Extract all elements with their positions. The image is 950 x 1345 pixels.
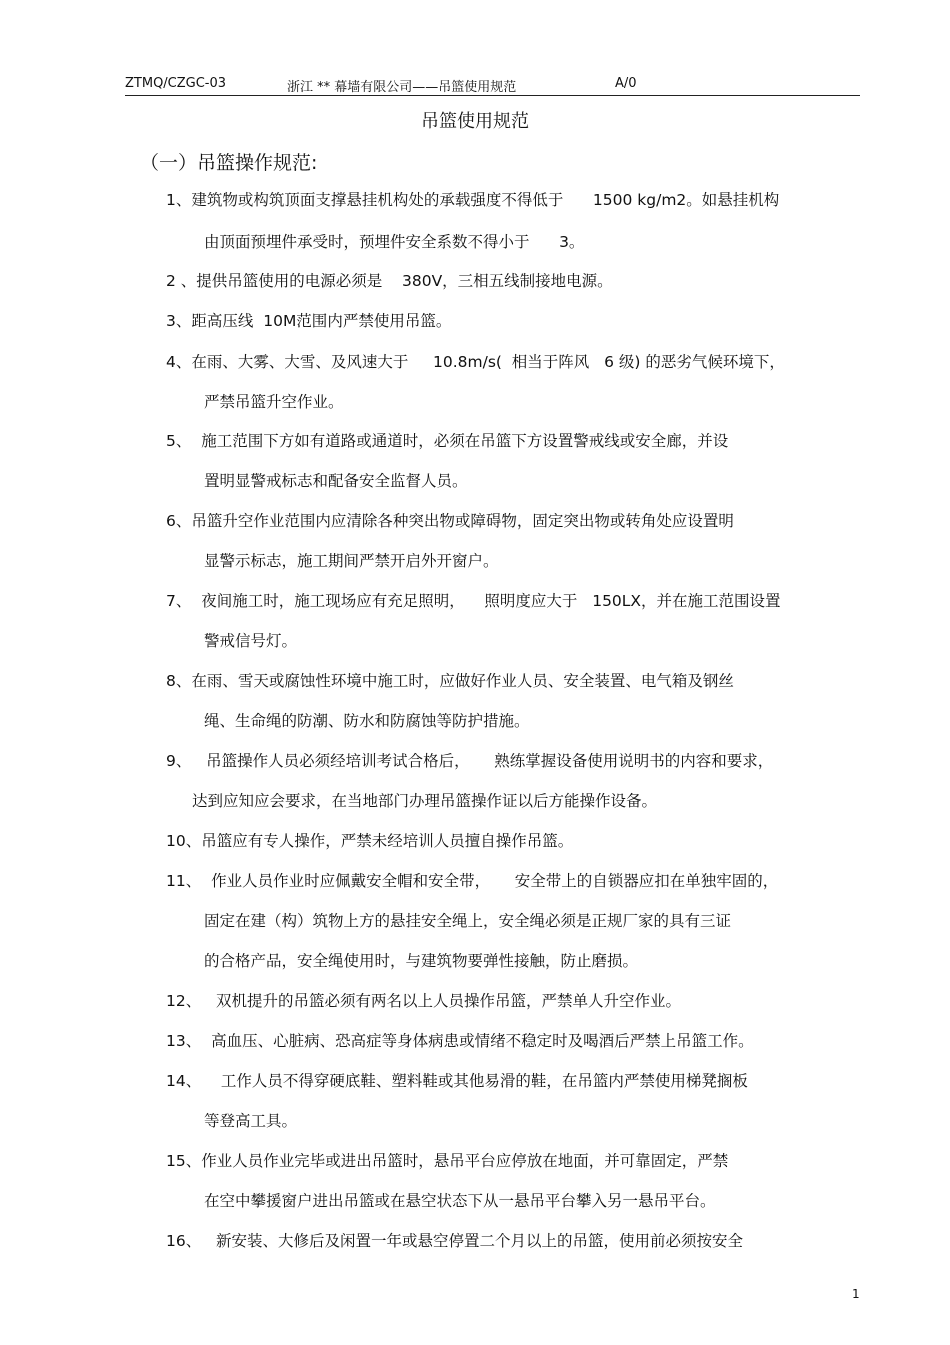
section-heading: （一）吊篮操作规范: (140, 152, 318, 174)
body-line: 警戒信号灯。 (204, 632, 298, 650)
body-line: 9、 吊篮操作人员必须经培训考试合格后， 熟练掌握设备使用说明书的内容和要求， (166, 752, 774, 770)
revision-label: A/0 (615, 76, 637, 91)
body-line: 5、 施工范围下方如有道路或通道时，必须在吊篮下方设置警戒线或安全廊，并设 (166, 432, 729, 450)
body-line: 置明显警戒标志和配备安全监督人员。 (204, 472, 468, 490)
body-line: 1、建筑物或构筑顶面支撑悬挂机构处的承载强度不得低于 1500 kg/m2。如悬挂机构 (166, 191, 780, 209)
body-line: 7、 夜间施工时，施工现场应有充足照明， 照明度应大于 150LX，并在施工范围设置 (166, 592, 781, 610)
body-line: 13、 高血压、心脏病、恐高症等身体病患或情绪不稳定时及喝酒后严禁上吊篮工作。 (166, 1032, 754, 1050)
body-line: 16、 新安装、大修后及闲置一年或悬空停置二个月以上的吊篮，使用前必须按安全 (166, 1232, 744, 1250)
body-line: 11、 作业人员作业时应佩戴安全帽和安全带， 安全带上的自锁器应扣在单独牢固的， (166, 872, 779, 890)
body-line: 8、在雨、雪天或腐蚀性环境中施工时，应做好作业人员、安全装置、电气箱及钢丝 (166, 672, 734, 690)
body-line: 等登高工具。 (204, 1112, 298, 1130)
body-line: 在空中攀援窗户进出吊篮或在悬空状态下从一悬吊平台攀入另一悬吊平台。 (204, 1192, 716, 1210)
body-line: 绳、生命绳的防潮、防水和防腐蚀等防护措施。 (204, 712, 530, 730)
body-line: 10、吊篮应有专人操作，严禁未经培训人员擅自操作吊篮。 (166, 832, 574, 850)
body-line: 严禁吊篮升空作业。 (204, 393, 344, 411)
page-number: 1 (852, 1287, 860, 1301)
body-line: 12、 双机提升的吊篮必须有两名以上人员操作吊篮，严禁单人升空作业。 (166, 992, 682, 1010)
header-divider (125, 95, 860, 96)
body-line: 2 、提供吊篮使用的电源必须是 380V，三相五线制接地电源。 (166, 272, 613, 290)
document-code: ZTMQ/CZGC-03 (125, 76, 227, 91)
body-line: 达到应知应会要求，在当地部门办理吊篮操作证以后方能操作设备。 (192, 792, 658, 810)
body-line: 15、作业人员作业完毕或进出吊篮时，悬吊平台应停放在地面，并可靠固定，严禁 (166, 1152, 729, 1170)
body-line: 固定在建（构）筑物上方的悬挂安全绳上，安全绳必须是正规厂家的具有三证 (204, 912, 732, 930)
body-line: 4、在雨、大雾、大雪、及风速大于 10.8m/s( 相当于阵风 6 级) 的恶劣气候环境下， (166, 353, 785, 371)
document-title: 吊篮使用规范 (421, 111, 529, 132)
body-line: 的合格产品，安全绳使用时，与建筑物要弹性接触，防止磨损。 (204, 952, 639, 970)
body-line: 由顶面预埋件承受时，预埋件安全系数不得小于 3。 (204, 233, 585, 251)
body-line: 显警示标志，施工期间严禁开启外开窗户。 (204, 552, 499, 570)
page-header (125, 76, 860, 96)
body-line: 14、 工作人员不得穿硬底鞋、塑料鞋或其他易滑的鞋，在吊篮内严禁使用梯凳搁板 (166, 1072, 748, 1090)
body-line: 3、距高压线 10M范围内严禁使用吊篮。 (166, 312, 452, 330)
company-title: 浙江 ** 幕墙有限公司——吊篮使用规范 (287, 80, 517, 95)
body-line: 6、吊篮升空作业范围内应清除各种突出物或障碍物，固定突出物或转角处应设置明 (166, 512, 734, 530)
